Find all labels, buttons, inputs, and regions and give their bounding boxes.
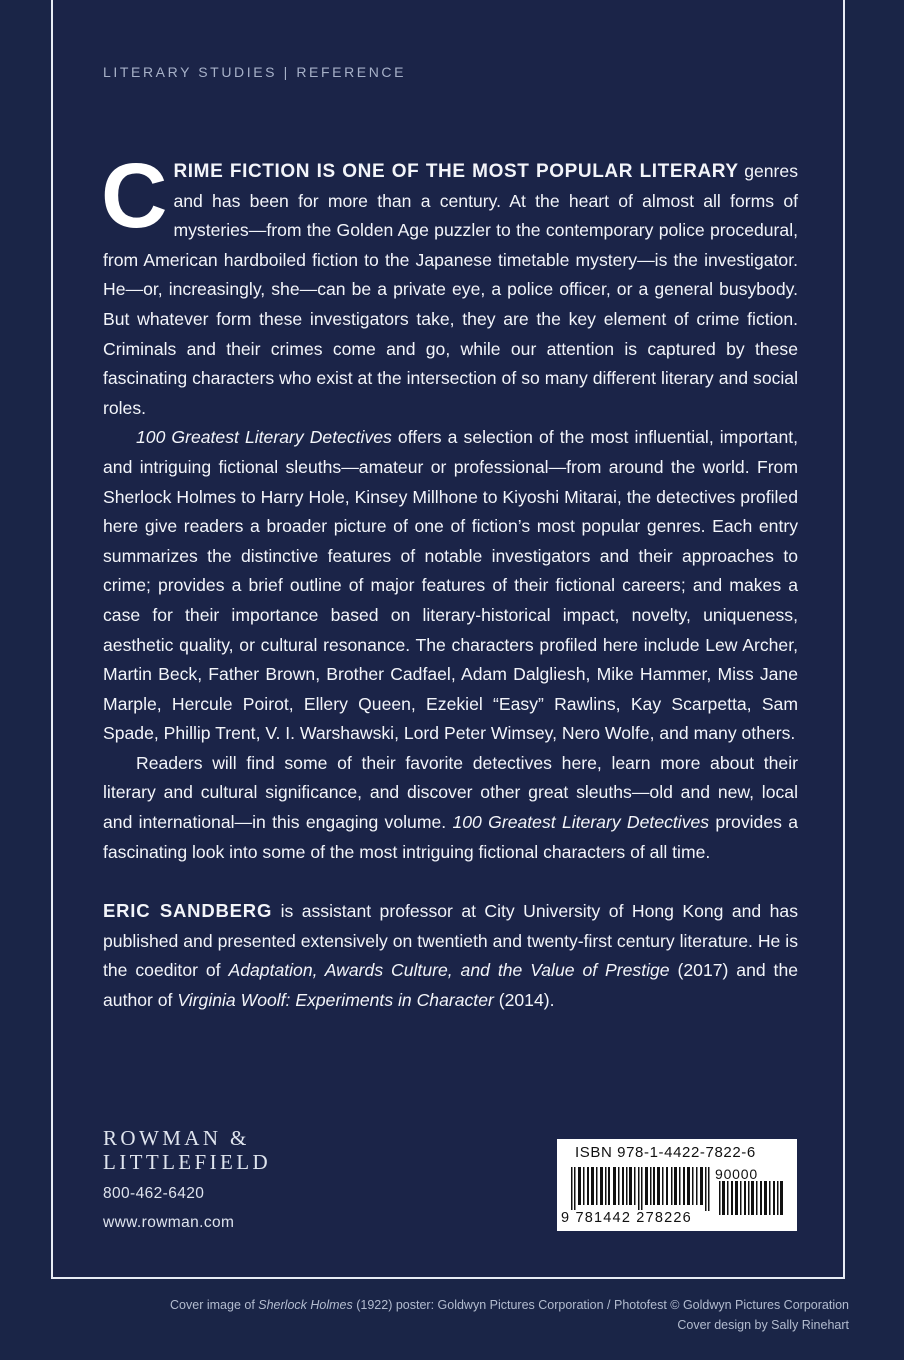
barcode-addon: 90000	[715, 1166, 758, 1182]
book-title: 100 Greatest Literary Detectives	[452, 812, 710, 833]
book-title: 100 Greatest Literary Detectives	[136, 427, 392, 448]
paragraph-1-text: genres and has been for more than a century. At the heart of almost all forms of mysteries—from the Golden Age puzzler to the contemporary police procedural, from American hardboiled fiction to the Japanese timetable mystery—is the investigator. He—or, increasingly, she—can be a private eye, a police officer, or a general busybody. But whatever form these investigators take, they are the key element of crime fiction. Criminals and their crimes come and go, while our attention is captured by these fascinating characters who exist at the intersection of so many different literary and social roles.	[103, 161, 798, 418]
credit-title: Sherlock Holmes	[258, 1298, 353, 1312]
credit-text: Cover image of	[170, 1298, 259, 1312]
publisher-logo-line-1: ROWMAN &	[103, 1126, 250, 1150]
description-paragraph-2	[103, 423, 798, 749]
author-name: ERIC SANDBERG	[103, 900, 273, 921]
publisher-logo-line-2: LITTLEFIELD	[103, 1150, 272, 1174]
image-credit	[170, 1295, 849, 1315]
author-book-1: Adaptation, Awards Culture, and the Value of Prestige	[228, 960, 670, 981]
author-bio	[103, 896, 798, 1015]
description-paragraph-1	[101, 145, 798, 423]
description	[101, 145, 799, 867]
barcode-box	[557, 1139, 797, 1231]
author-bio-text: (2017) and the author of	[103, 960, 799, 1010]
barcode-number: 9 781442 278226	[561, 1210, 692, 1226]
cover-credits	[170, 1295, 849, 1335]
category-label: LITERARY STUDIES | REFERENCE	[103, 64, 407, 80]
author-bio-text: (2014).	[493, 989, 555, 1010]
publisher-website[interactable]: www.rowman.com	[103, 1214, 235, 1231]
design-credit: Cover design by Sally Rinehart	[677, 1318, 849, 1332]
description-paragraph-3	[103, 749, 798, 867]
isbn-label: ISBN 978-1-4422-7822-6	[575, 1144, 756, 1161]
paragraph-3-end: provides a fascinating look into some of the most intriguing fictional characters of all time.	[103, 812, 799, 862]
lead-in: RIME FICTION IS ONE OF THE MOST POPULAR LITERARY	[173, 161, 739, 182]
drop-cap: C	[101, 145, 168, 247]
author-bio-text: is assistant professor at City University of Hong Kong and has published and presented extensively on twentieth and twenty-first century literature. He is the coeditor of	[103, 901, 799, 981]
paragraph-2-text: offers a selection of the most influential, important, and intriguing fictional sleuths—amateur or professional—from around the world. From Sherlock Holmes to Harry Hole, Kinsey Millhone to Kiyoshi Mitarai, the detectives profiled here give readers a broader picture of one of fiction’s most popular genres. Each entry summarizes the distinctive features of notable investigators and their approaches to crime; provides a brief outline of major features of their fictional careers; and makes a case for their importance based on literary-historical impact, novelty, uniqueness, aesthetic quality, or cultural resonance. The characters profiled here include Lew Archer, Martin Beck, Father Brown, Brother Cadfael, Adam Dalgliesh, Mike Hammer, Miss Jane Marple, Hercule Poirot, Ellery Queen, Ezekiel “Easy” Rawlins, Kay Scarpetta, Sam Spade, Phillip Trent, V. I. Warshawski, Lord Peter Wimsey, Nero Wolfe, and many others.	[103, 427, 799, 744]
credit-text: (1922) poster: Goldwyn Pictures Corporation / Photofest © Goldwyn Pictures Corporation	[352, 1298, 849, 1312]
publisher-phone: 800-462-6420	[103, 1185, 205, 1202]
author-book-2: Virginia Woolf: Experiments in Character	[177, 989, 494, 1010]
barcode-icon	[565, 1167, 793, 1215]
publisher-logo	[103, 1126, 271, 1174]
paragraph-3-text: Readers will find some of their favorite detectives here, learn more about their literary and cultural significance, and discover other great sleuths—old and new, local and international—in this engaging volume.	[103, 752, 798, 833]
